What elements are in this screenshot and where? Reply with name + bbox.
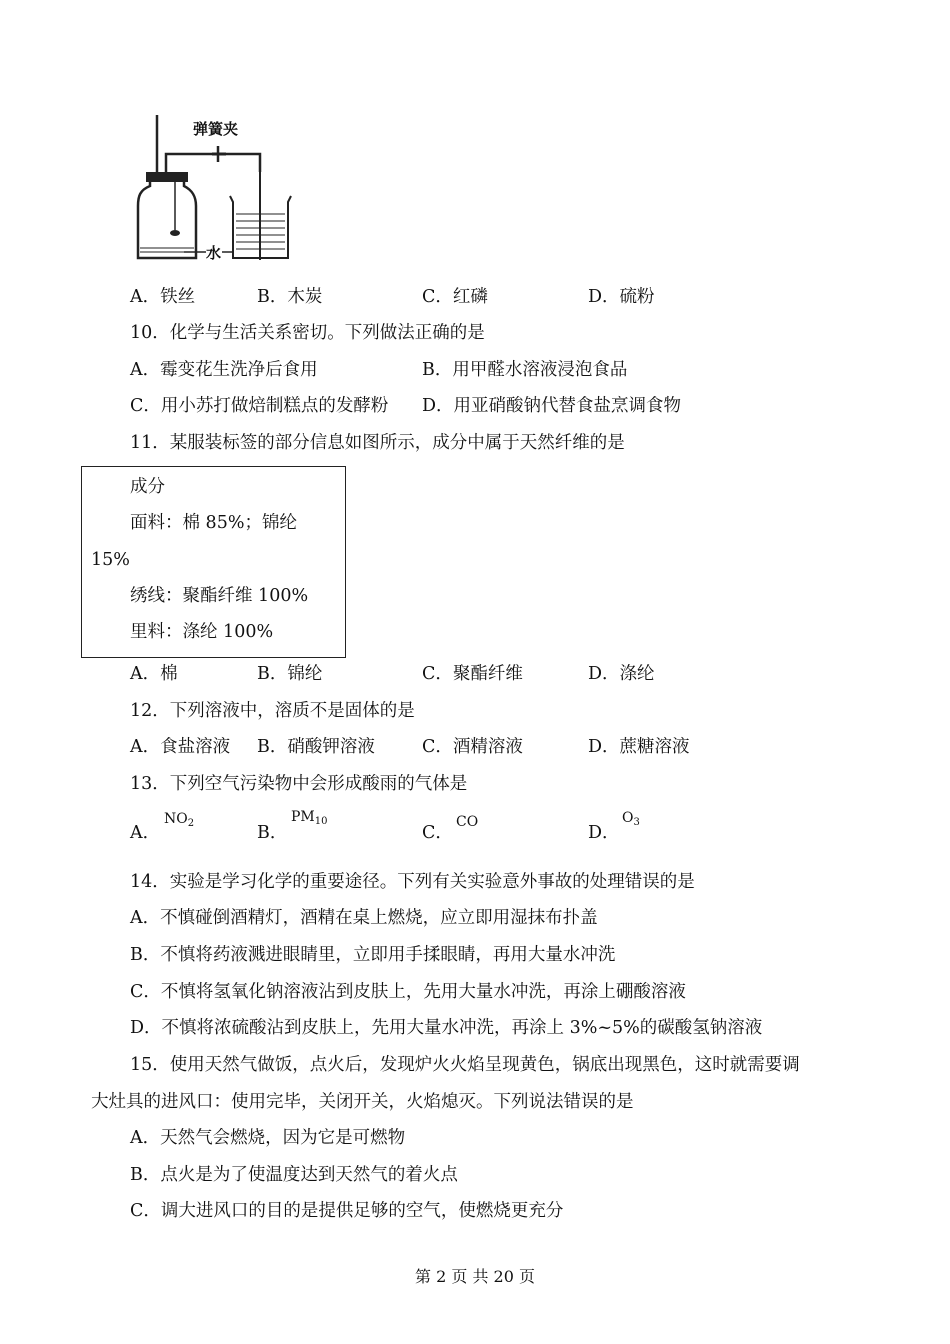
formula-main: NO bbox=[164, 811, 188, 827]
q9-option-c[interactable]: C．红磷 bbox=[422, 287, 488, 307]
q11-option-b[interactable]: B．锦纶 bbox=[257, 664, 323, 684]
q13-option-b-formula[interactable] bbox=[291, 809, 328, 827]
q11-option-d[interactable]: D．涤纶 bbox=[588, 664, 655, 684]
label-title: 成分 bbox=[130, 477, 165, 497]
formula-main: O bbox=[622, 810, 634, 826]
formula-main: PM bbox=[291, 809, 315, 825]
apparatus-figure bbox=[130, 110, 300, 275]
q13-option-a-letter[interactable]: A． bbox=[130, 823, 161, 843]
q9-option-a[interactable]: A．铁丝 bbox=[130, 287, 196, 307]
q13-option-d-formula[interactable] bbox=[622, 810, 640, 828]
q15-option-a[interactable]: A．天然气会燃烧，因为它是可燃物 bbox=[130, 1128, 406, 1148]
q15-option-b[interactable]: B．点火是为了使温度达到天然气的着火点 bbox=[130, 1165, 458, 1185]
q13-option-c-formula[interactable] bbox=[456, 814, 478, 832]
q11-option-a[interactable]: A．棉 bbox=[130, 664, 178, 684]
q13-option-b-letter[interactable]: B． bbox=[257, 823, 288, 843]
q10-option-b[interactable]: B．用甲醛水溶液浸泡食品 bbox=[422, 360, 628, 380]
label-thread: 绣线：聚酯纤维 100% bbox=[130, 586, 309, 606]
q10-stem: 10．化学与生活关系密切。下列做法正确的是 bbox=[130, 323, 485, 343]
formula-main: CO bbox=[456, 814, 479, 830]
q11-option-c[interactable]: C．聚酯纤维 bbox=[422, 664, 523, 684]
q14-option-b[interactable]: B．不慎将药液溅进眼睛里，立即用手揉眼睛，再用大量水冲洗 bbox=[130, 945, 616, 965]
q12-option-c[interactable]: C．酒精溶液 bbox=[422, 737, 523, 757]
q13-option-a-formula[interactable] bbox=[164, 811, 194, 829]
q13-option-c-letter[interactable]: C． bbox=[422, 823, 453, 843]
water-label: 水 bbox=[206, 244, 222, 262]
clamp-label: 弹簧夹 bbox=[193, 120, 239, 138]
q10-option-a[interactable]: A．霉变花生洗净后食用 bbox=[130, 360, 318, 380]
label-lining: 里料：涤纶 100% bbox=[130, 622, 274, 642]
q10-option-d[interactable]: D．用亚硝酸钠代替食盐烹调食物 bbox=[422, 396, 682, 416]
page-footer: 第 2 页 共 20 页 bbox=[415, 1267, 535, 1286]
q13-option-d-letter[interactable]: D． bbox=[588, 823, 620, 843]
q15-stem-line1: 15．使用天然气做饭，点火后，发现炉火火焰呈现黄色，锅底出现黑色，这时就需要调 bbox=[130, 1055, 800, 1075]
q12-option-b[interactable]: B．硝酸钾溶液 bbox=[257, 737, 375, 757]
formula-sub: 3 bbox=[633, 817, 640, 828]
q12-stem: 12．下列溶液中，溶质不是固体的是 bbox=[130, 701, 415, 721]
q14-option-a[interactable]: A．不慎碰倒酒精灯，酒精在桌上燃烧，应立即用湿抹布扑盖 bbox=[130, 908, 598, 928]
label-fabric: 面料：棉 85%；锦纶 bbox=[130, 513, 297, 533]
q9-option-d[interactable]: D．硫粉 bbox=[588, 287, 655, 307]
q15-stem-line2: 大灶具的进风口：使用完毕，关闭开关，火焰熄灭。下列说法错误的是 bbox=[91, 1092, 634, 1112]
q11-stem: 11．某服装标签的部分信息如图所示，成分中属于天然纤维的是 bbox=[130, 433, 625, 453]
q12-option-d[interactable]: D．蔗糖溶液 bbox=[588, 737, 690, 757]
q10-option-c[interactable]: C．用小苏打做焙制糕点的发酵粉 bbox=[130, 396, 389, 416]
q14-stem: 14．实验是学习化学的重要途径。下列有关实验意外事故的处理错误的是 bbox=[130, 872, 695, 892]
q9-option-b[interactable]: B．木炭 bbox=[257, 287, 323, 307]
formula-sub: 2 bbox=[187, 818, 195, 829]
q15-option-c[interactable]: C．调大进风口的目的是提供足够的空气，使燃烧更充分 bbox=[130, 1201, 564, 1221]
formula-sub: 10 bbox=[314, 816, 328, 827]
label-fabric-cont: 15% bbox=[91, 550, 130, 570]
q14-option-c[interactable]: C．不慎将氢氧化钠溶液沾到皮肤上，先用大量水冲洗，再涂上硼酸溶液 bbox=[130, 982, 686, 1002]
q13-stem: 13．下列空气污染物中会形成酸雨的气体是 bbox=[130, 774, 468, 794]
q14-option-d[interactable]: D．不慎将浓硫酸沾到皮肤上，先用大量水冲洗，再涂上 3%~5%的碳酸氢钠溶液 bbox=[130, 1018, 763, 1038]
q12-option-a[interactable]: A．食盐溶液 bbox=[130, 737, 231, 757]
